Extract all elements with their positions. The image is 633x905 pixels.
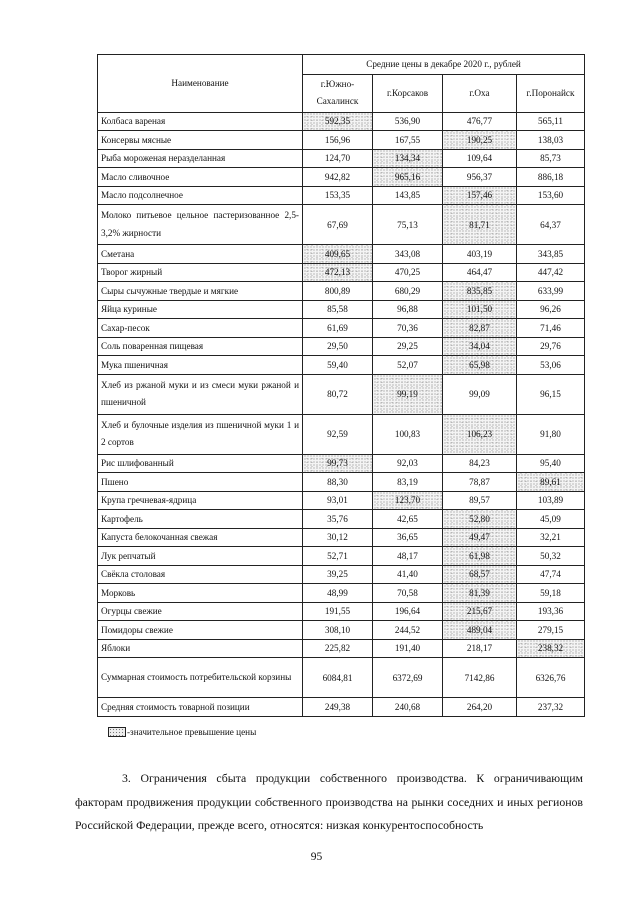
table-row	[98, 565, 585, 584]
price-cell: 138,03	[517, 131, 585, 150]
price-cell: 29,76	[517, 337, 585, 356]
table-row	[98, 131, 585, 150]
price-cell-highlighted: 52,80	[443, 510, 517, 529]
price-cell: 6326,76	[517, 658, 585, 698]
table-row	[98, 319, 585, 338]
table-row	[98, 698, 585, 717]
price-cell: 70,58	[373, 584, 443, 603]
product-name-cell: Картофель	[98, 510, 303, 529]
price-cell: 80,72	[303, 374, 373, 414]
price-cell-highlighted: 68,57	[443, 565, 517, 584]
price-cell: 264,20	[443, 698, 517, 717]
price-cell: 96,15	[517, 374, 585, 414]
price-cell-highlighted: 82,87	[443, 319, 517, 338]
price-cell: 196,64	[373, 602, 443, 621]
table-row	[98, 510, 585, 529]
price-cell: 85,73	[517, 149, 585, 168]
price-cell: 143,85	[373, 186, 443, 205]
paragraph-text: 3. Ограничения сбыта продукции собственного производства. К ограничивающим факторам продвижения продукции собственного производства на рынки соседних и иных регионов Российской Федерации, прежде всего, относятся: низкая конкурентоспособность	[75, 771, 583, 832]
price-cell: 565,11	[517, 112, 585, 131]
price-table	[97, 54, 585, 717]
product-name-cell: Помидоры свежие	[98, 621, 303, 640]
product-name-cell: Рыба мороженая неразделанная	[98, 149, 303, 168]
price-cell-highlighted: 134,34	[373, 149, 443, 168]
city-header: г.Корсаков	[373, 75, 443, 113]
price-cell: 403,19	[443, 245, 517, 264]
price-cell: 75,13	[373, 205, 443, 245]
price-cell-highlighted: 61,98	[443, 547, 517, 566]
product-name-cell: Яблоки	[98, 639, 303, 658]
product-name-cell: Крупа гречневая-ядрица	[98, 491, 303, 510]
product-name-cell: Морковь	[98, 584, 303, 603]
table-row	[98, 414, 585, 454]
table-row	[98, 186, 585, 205]
price-cell-highlighted: 89,61	[517, 473, 585, 492]
table-row	[98, 245, 585, 264]
price-cell: 85,58	[303, 300, 373, 319]
highlight-swatch-icon	[108, 727, 126, 737]
price-cell: 84,23	[443, 454, 517, 473]
price-cell: 6084,81	[303, 658, 373, 698]
price-cell: 52,07	[373, 356, 443, 375]
table-row	[98, 337, 585, 356]
price-cell: 167,55	[373, 131, 443, 150]
price-cell: 103,89	[517, 491, 585, 510]
price-cell: 93,01	[303, 491, 373, 510]
price-cell-highlighted: 190,25	[443, 131, 517, 150]
table-row	[98, 528, 585, 547]
body-paragraph	[75, 767, 583, 838]
table-row	[98, 621, 585, 640]
table-row	[98, 356, 585, 375]
price-cell: 48,99	[303, 584, 373, 603]
product-name-cell: Колбаса вареная	[98, 112, 303, 131]
city-header: г.Оха	[443, 75, 517, 113]
price-cell: 29,50	[303, 337, 373, 356]
product-name-cell: Соль поваренная пищевая	[98, 337, 303, 356]
price-cell-highlighted: 238,32	[517, 639, 585, 658]
price-cell: 30,12	[303, 528, 373, 547]
price-cell: 886,18	[517, 168, 585, 187]
product-name-cell: Средняя стоимость товарной позиции	[98, 698, 303, 717]
price-cell: 35,76	[303, 510, 373, 529]
table-row	[98, 374, 585, 414]
price-cell-highlighted: 157,46	[443, 186, 517, 205]
price-cell: 218,17	[443, 639, 517, 658]
price-cell: 96,26	[517, 300, 585, 319]
price-cell: 42,65	[373, 510, 443, 529]
price-cell-highlighted: 215,67	[443, 602, 517, 621]
table-row	[98, 658, 585, 698]
price-table-body	[98, 112, 585, 716]
product-name-cell: Свёкла столовая	[98, 565, 303, 584]
product-name-cell: Яйца куриные	[98, 300, 303, 319]
price-cell: 240,68	[373, 698, 443, 717]
price-cell: 36,65	[373, 528, 443, 547]
table-row	[98, 639, 585, 658]
product-name-cell: Творог жирный	[98, 263, 303, 282]
table-row	[98, 205, 585, 245]
price-cell: 29,25	[373, 337, 443, 356]
table-row	[98, 112, 585, 131]
price-cell-highlighted: 101,50	[443, 300, 517, 319]
price-cell-highlighted: 65,98	[443, 356, 517, 375]
price-cell: 45,09	[517, 510, 585, 529]
table-row	[98, 168, 585, 187]
price-cell-highlighted: 81,71	[443, 205, 517, 245]
price-cell: 61,69	[303, 319, 373, 338]
price-cell: 41,40	[373, 565, 443, 584]
price-group-header: Средние цены в декабре 2020 г., рублей	[303, 55, 585, 75]
product-name-cell: Мука пшеничная	[98, 356, 303, 375]
table-row	[98, 454, 585, 473]
price-cell: 100,83	[373, 414, 443, 454]
table-row	[98, 300, 585, 319]
product-name-cell: Сахар-песок	[98, 319, 303, 338]
price-cell: 92,59	[303, 414, 373, 454]
price-cell: 193,36	[517, 602, 585, 621]
price-cell: 191,40	[373, 639, 443, 658]
price-cell: 191,55	[303, 602, 373, 621]
price-cell-highlighted: 99,73	[303, 454, 373, 473]
legend-text: -значительное превышение цены	[127, 727, 257, 737]
price-cell-highlighted: 34,04	[443, 337, 517, 356]
price-cell: 464,47	[443, 263, 517, 282]
price-cell: 536,90	[373, 112, 443, 131]
legend	[108, 727, 256, 737]
product-name-cell: Консервы мясные	[98, 131, 303, 150]
price-cell-highlighted: 965,16	[373, 168, 443, 187]
price-cell: 279,15	[517, 621, 585, 640]
product-name-cell: Хлеб и булочные изделия из пшеничной муки 1 и 2 сортов	[98, 414, 303, 454]
price-cell: 237,32	[517, 698, 585, 717]
product-name-cell: Рис шлифованный	[98, 454, 303, 473]
price-cell: 153,60	[517, 186, 585, 205]
price-cell: 308,10	[303, 621, 373, 640]
price-cell: 633,99	[517, 282, 585, 301]
table-row	[98, 282, 585, 301]
price-cell-highlighted: 489,04	[443, 621, 517, 640]
table-row	[98, 149, 585, 168]
price-cell: 343,85	[517, 245, 585, 264]
price-cell: 70,36	[373, 319, 443, 338]
name-column-header: Наименование	[98, 55, 303, 113]
product-name-cell: Молоко питьевое цельное пастеризованное 2,5-3,2% жирности	[98, 205, 303, 245]
price-cell-highlighted: 592,35	[303, 112, 373, 131]
price-cell: 109,64	[443, 149, 517, 168]
price-cell-highlighted: 99,19	[373, 374, 443, 414]
price-cell: 89,57	[443, 491, 517, 510]
price-cell: 153,35	[303, 186, 373, 205]
table-row	[98, 602, 585, 621]
price-cell: 225,82	[303, 639, 373, 658]
price-cell: 50,32	[517, 547, 585, 566]
price-cell-highlighted: 49,47	[443, 528, 517, 547]
product-name-cell: Капуста белокочанная свежая	[98, 528, 303, 547]
price-cell: 956,37	[443, 168, 517, 187]
price-cell: 91,80	[517, 414, 585, 454]
price-cell: 447,42	[517, 263, 585, 282]
table-row	[98, 473, 585, 492]
product-name-cell: Хлеб из ржаной муки и из смеси муки ржаной и пшеничной	[98, 374, 303, 414]
price-cell: 59,40	[303, 356, 373, 375]
table-row	[98, 584, 585, 603]
price-cell-highlighted: 835,85	[443, 282, 517, 301]
price-cell: 88,30	[303, 473, 373, 492]
price-cell: 800,89	[303, 282, 373, 301]
price-cell: 476,77	[443, 112, 517, 131]
price-cell: 83,19	[373, 473, 443, 492]
product-name-cell: Огурцы свежие	[98, 602, 303, 621]
price-cell: 32,21	[517, 528, 585, 547]
price-cell: 53,06	[517, 356, 585, 375]
price-cell: 99,09	[443, 374, 517, 414]
price-cell-highlighted: 409,65	[303, 245, 373, 264]
price-cell-highlighted: 123,70	[373, 491, 443, 510]
price-cell: 95,40	[517, 454, 585, 473]
product-name-cell: Сыры сычужные твердые и мягкие	[98, 282, 303, 301]
price-cell: 64,37	[517, 205, 585, 245]
price-cell: 47,74	[517, 565, 585, 584]
price-cell: 249,38	[303, 698, 373, 717]
table-row	[98, 547, 585, 566]
price-cell-highlighted: 472,13	[303, 263, 373, 282]
city-header: г.Южно-Сахалинск	[303, 75, 373, 113]
product-name-cell: Сметана	[98, 245, 303, 264]
product-name-cell: Суммарная стоимость потребительской корзины	[98, 658, 303, 698]
price-cell: 67,69	[303, 205, 373, 245]
price-cell: 52,71	[303, 547, 373, 566]
table-row	[98, 263, 585, 282]
table-row	[98, 491, 585, 510]
price-cell: 78,87	[443, 473, 517, 492]
price-cell: 680,29	[373, 282, 443, 301]
price-cell: 48,17	[373, 547, 443, 566]
price-cell: 942,82	[303, 168, 373, 187]
product-name-cell: Масло сливочное	[98, 168, 303, 187]
price-cell: 6372,69	[373, 658, 443, 698]
city-header: г.Поронайск	[517, 75, 585, 113]
price-cell-highlighted: 81,39	[443, 584, 517, 603]
price-cell: 470,25	[373, 263, 443, 282]
price-cell: 39,25	[303, 565, 373, 584]
price-cell: 96,88	[373, 300, 443, 319]
price-cell: 71,46	[517, 319, 585, 338]
product-name-cell: Пшено	[98, 473, 303, 492]
price-cell: 244,52	[373, 621, 443, 640]
price-cell: 92,03	[373, 454, 443, 473]
price-cell: 124,70	[303, 149, 373, 168]
price-cell: 7142,86	[443, 658, 517, 698]
product-name-cell: Лук репчатый	[98, 547, 303, 566]
price-cell-highlighted: 106,23	[443, 414, 517, 454]
price-cell: 343,08	[373, 245, 443, 264]
price-cell: 156,96	[303, 131, 373, 150]
price-cell: 59,18	[517, 584, 585, 603]
page-number: 95	[310, 851, 323, 863]
product-name-cell: Масло подсолнечное	[98, 186, 303, 205]
